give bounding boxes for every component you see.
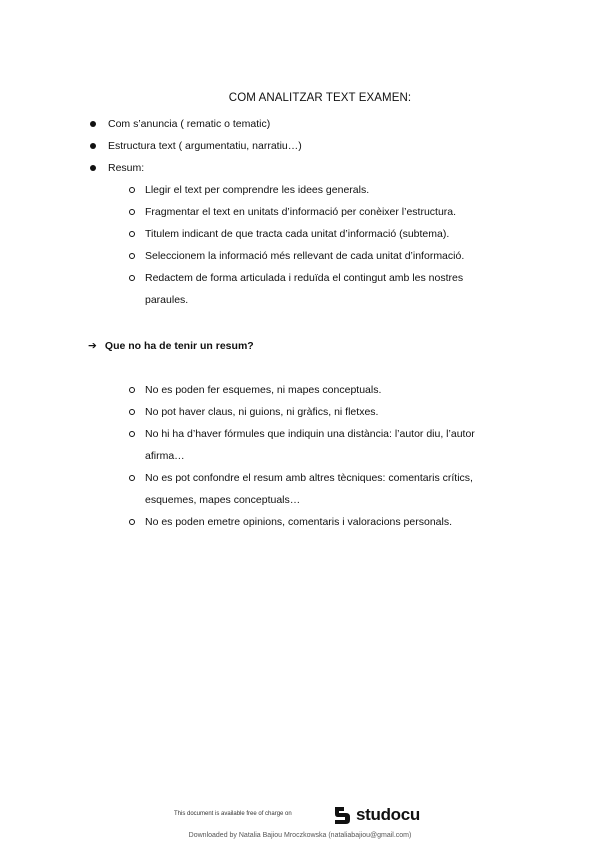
bullet-ring-icon [129, 253, 135, 259]
bullet-dot-icon [90, 121, 96, 127]
list-item-text: No es pot confondre el resum amb altres tècniques: comentaris crítics, esquemes, mapes conceptuals… [145, 472, 473, 506]
list-item-text: Fragmentar el text en unitats d’informació per conèixer l’estructura. [145, 206, 457, 218]
bullet-ring-icon [129, 519, 135, 525]
list-item [88, 117, 302, 139]
list-item [128, 423, 508, 467]
bullet-ring-icon [129, 187, 135, 193]
list-item [128, 379, 508, 401]
bullet-ring-icon [129, 231, 135, 237]
list-item [128, 267, 508, 311]
list-item [128, 201, 508, 223]
list-item-text: Llegir el text per comprendre les idees generals. [145, 184, 370, 196]
list-item-text: Redactem de forma articulada i reduïda el contingut amb les nostres paraules. [145, 272, 464, 306]
list-item [128, 401, 508, 423]
bullet-dot-icon [90, 165, 96, 171]
list-item-text: Seleccionem la informació més rellevant de cada unitat d’informació. [145, 250, 465, 262]
question-heading [88, 339, 254, 353]
right-arrow-icon: ➔ [88, 340, 97, 352]
studocu-logo[interactable] [331, 804, 420, 826]
bullet-ring-icon [129, 409, 135, 415]
resum-sublist [128, 179, 508, 311]
studocu-logo-icon [331, 804, 353, 826]
main-bullet-list [88, 117, 302, 183]
list-item [88, 139, 302, 161]
list-item-text: Estructura text ( argumentatiu, narratiu…) [108, 140, 302, 152]
bullet-ring-icon [129, 475, 135, 481]
bullet-dot-icon [90, 143, 96, 149]
list-item [128, 245, 508, 267]
list-item [128, 467, 508, 511]
question-text: Que no ha de tenir un resum? [104, 340, 254, 352]
list-item [128, 511, 508, 533]
bullet-ring-icon [129, 275, 135, 281]
bullet-ring-icon [129, 387, 135, 393]
list-item-text: No es poden emetre opinions, comentaris i valoracions personals. [145, 516, 452, 528]
question-sublist [128, 379, 508, 533]
list-item [128, 223, 508, 245]
footer-downloaded-text: Downloaded by Natalia Bajiou Mroczkowska (nataliabajiou@gmail.com) [188, 832, 412, 839]
bullet-ring-icon [129, 209, 135, 215]
footer-available-text: This document is available free of charge on [174, 811, 292, 817]
document-title: COM ANALITZAR TEXT EXAMEN: [228, 92, 412, 104]
list-item-text: No es poden fer esquemes, ni mapes conceptuals. [145, 384, 382, 396]
list-item [128, 179, 508, 201]
list-item-text: Titulem indicant de que tracta cada unitat d’informació (subtema). [145, 228, 450, 240]
list-item-text: Resum: [108, 162, 145, 174]
list-item-text: No pot haver claus, ni guions, ni gràfics, ni fletxes. [145, 406, 379, 418]
list-item-text: No hi ha d’haver fórmules que indiquin una distància: l’autor diu, l’autor afirma… [145, 428, 475, 462]
bullet-ring-icon [129, 431, 135, 437]
studocu-brand-text: studocu [356, 805, 421, 824]
list-item-text: Com s’anuncia ( rematic o tematic) [108, 118, 271, 130]
